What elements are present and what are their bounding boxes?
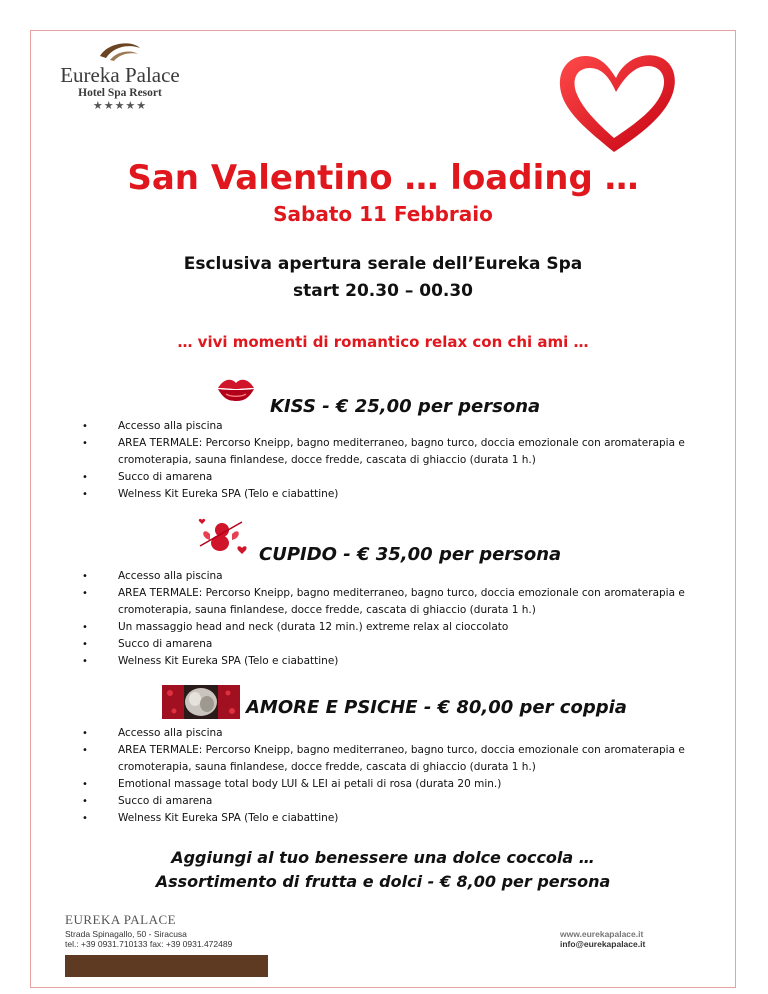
list-item: • Emotional massage total body LUI & LEI ai petali di rosa (durata 20 min.) [96,776,716,793]
list-item: • AREA TERMALE: Percorso Kneipp, bagno mediterraneo, bagno turco, doccia emozionale con aromaterapia e cromoterapia, sauna finlandese, docce fredde, cascata di ghiaccio (durata 1 h.) [96,435,716,469]
list-item: • Accesso alla piscina [96,725,716,742]
package-title-cupido: CUPIDO - € 35,00 per persona [259,544,562,565]
package-list-amore-psiche [96,725,716,827]
footer-website-link[interactable]: www.eurekapalace.it [560,929,644,939]
lips-icon [216,376,256,402]
event-date: Sabato 11 Febbraio [273,202,493,226]
footer-hotel-name: EUREKA PALACE [65,912,177,927]
logo-subtitle: Hotel Spa Resort [78,87,162,99]
page-title: San Valentino … loading … [127,158,639,198]
footer-address [65,929,232,949]
heart-icon [552,48,682,158]
logo-name: Eureka Palace [60,63,180,87]
logo-swirl-icon [96,40,144,62]
list-item: • Succo di amarena [96,793,716,810]
list-item: • Succo di amarena [96,636,716,653]
footer-bar [65,955,268,977]
logo-stars: ★★★★★ [92,99,148,112]
extra-line-1: Aggiungi al tuo benessere una dolce coccola … [171,848,595,867]
list-item: • Welness Kit Eureka SPA (Telo e ciabattine) [96,653,716,670]
package-list-kiss [96,418,716,503]
package-list-cupido [96,568,716,670]
footer-email-link[interactable]: info@eurekapalace.it [560,939,646,949]
list-item: • Accesso alla piscina [96,418,716,435]
extra-line-2: Assortimento di frutta e dolci - € 8,00 per persona [155,872,611,891]
amore-psiche-image [162,685,240,719]
package-title-kiss: KISS - € 25,00 per persona [270,396,541,417]
cupid-icon [196,516,248,556]
list-item: • Welness Kit Eureka SPA (Telo e ciabattine) [96,486,716,503]
list-item: • Succo di amarena [96,469,716,486]
list-item: • Accesso alla piscina [96,568,716,585]
list-item: • AREA TERMALE: Percorso Kneipp, bagno mediterraneo, bagno turco, doccia emozionale con aromaterapia e cromoterapia, sauna finlandese, docce fredde, cascata di ghiaccio (durata 1 h.) [96,742,716,776]
tagline: … vivi momenti di romantico relax con chi ami … [177,333,589,351]
footer-street: Strada Spinagallo, 50 - Siracusa [65,929,187,939]
hotel-logo [50,40,190,112]
list-item: • Welness Kit Eureka SPA (Telo e ciabattine) [96,810,716,827]
list-item: • AREA TERMALE: Percorso Kneipp, bagno mediterraneo, bagno turco, doccia emozionale con aromaterapia e cromoterapia, sauna finlandese, docce fredde, cascata di ghiaccio (durata 1 h.) [96,585,716,619]
opening-hours: start 20.30 – 00.30 [292,281,474,301]
opening-line-1: Esclusiva apertura serale dell’Eureka Spa [183,254,583,274]
footer-contacts [560,929,645,949]
package-title-amore-psiche: AMORE E PSICHE - € 80,00 per coppia [246,697,627,718]
list-item: • Un massaggio head and neck (durata 12 min.) extreme relax al cioccolato [96,619,716,636]
footer-phone: tel.: +39 0931.710133 fax: +39 0931.472489 [65,939,233,949]
